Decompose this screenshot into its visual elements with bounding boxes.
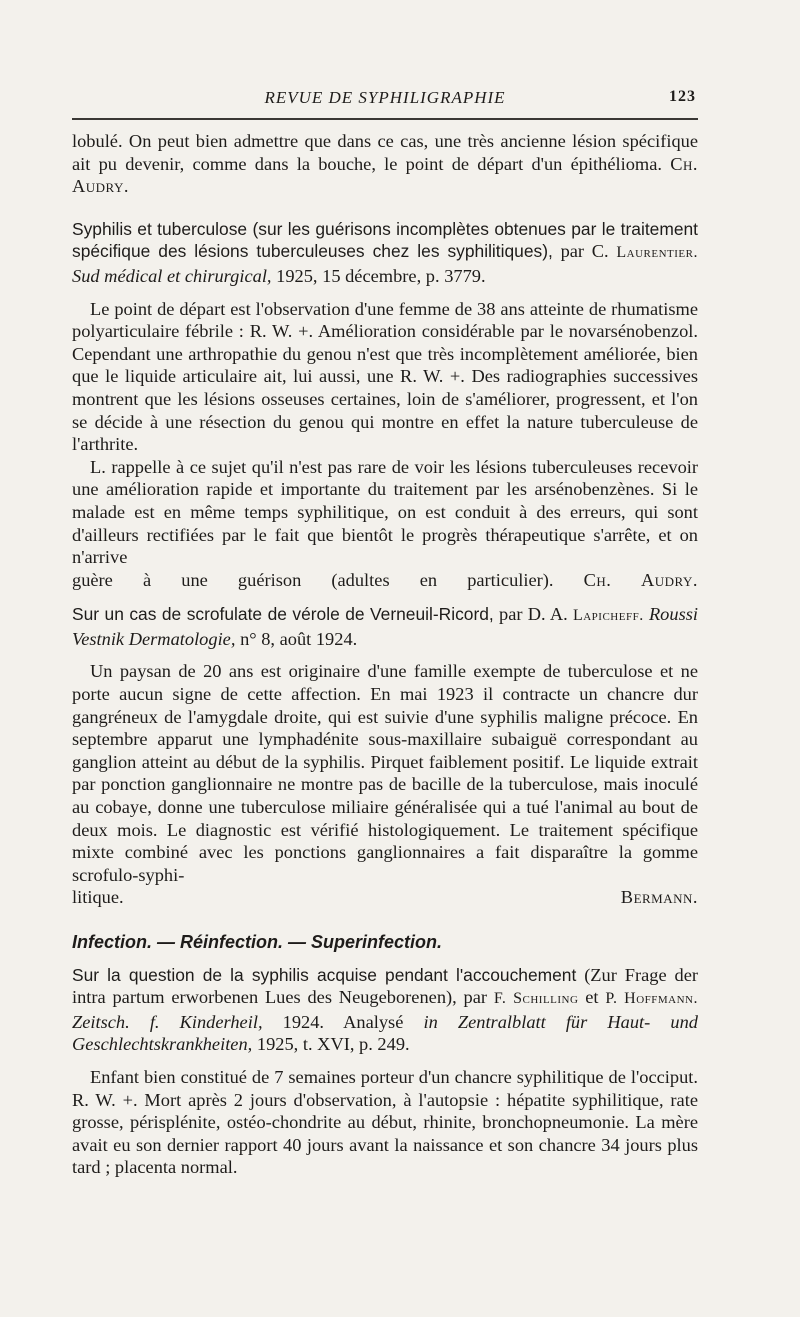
article-author: P. Hoffmann. (605, 990, 698, 1008)
article-continuation (72, 130, 698, 198)
article-author: F. Schilling (493, 990, 579, 1008)
review-journal: Zentralblatt für Haut- und Geschlechtskrankheiten, (72, 1011, 698, 1055)
article-closing-line (72, 569, 698, 592)
article-author: Laurentier. (616, 244, 698, 262)
running-head (72, 86, 698, 114)
closing-text: guère à une guérison (adultes en particulier). (72, 569, 554, 590)
article-paragraph: L. rappelle à ce sujet qu'il n'est pas rare de voir les lésions tuberculeuses recevoir une amélioration rapide et importante du traitement par les arsénobenzènes. Si le malade est en même temps syphilitique, on est conduit à des erreurs, qui sont d'ailleurs rectifiées par le fait que bientôt le progrès thérapeutique s'arrête, et on n'arrive (72, 456, 698, 568)
article-heading (72, 218, 698, 288)
article-journal: Zeitsch. f. Kinderheil, (72, 1011, 263, 1032)
article-and: et (585, 987, 599, 1008)
article-heading (72, 603, 698, 650)
article-closing-line (72, 886, 698, 909)
author-signature: Ch. Audry. (583, 569, 698, 590)
article-year: 1924. Analysé (282, 1011, 404, 1032)
article-journal: Sud médical et chirurgical, (72, 265, 272, 286)
page-body (72, 130, 698, 1179)
author-signature: Ch. Audry. (72, 153, 698, 197)
continuation-text: lobulé. On peut bien admettre que dans ce cas, une très ancienne lésion spécifique ait pu devenir, comme dans la bouche, le point de départ d'un épithélioma. (72, 131, 698, 174)
article-heading (72, 964, 698, 1056)
article-by: par C. (560, 241, 609, 262)
article-paragraph: Le point de départ est l'observation d'une femme de 38 ans atteinte de rhumatisme polyarticulaire fébrile : R. W. +. Amélioration considérable par le novarsénobenzol. Cependant une arthropathie du genou n'est que très incomplètement améliorée, bien que le liquide articulaire ait, lui aussi, une R. W. +. Des radiographies successives montrent que les lésions osseuses certaines, loin de s'améliorer, progressent, et l'on se décide à une résection du genou qui montre en effet la nature tuberculeuse de l'arthrite. (72, 298, 698, 455)
article-german-title: (Zur Frage der intra partum erworbenen Lues des Neugeborenen), par (72, 964, 698, 1008)
author-signature: Bermann. (620, 887, 698, 908)
article-issue: n° 8, août 1924. (240, 628, 358, 649)
closing-text: litique. (72, 887, 124, 908)
review-reference: 1925, t. XVI, p. 249. (256, 1034, 410, 1055)
article-title: Sur un cas de scrofulate de vérole de Verneuil-Ricord, (72, 604, 494, 625)
article-author: Lapicheff. (572, 607, 644, 625)
article-title: Sur la question de la syphilis acquise pendant l'accouchement (72, 964, 577, 985)
article-by: par D. A. (499, 604, 568, 625)
article-paragraph: Enfant bien constitué de 7 semaines porteur d'un chancre syphilitique de l'occiput. R. W. +. Mort après 2 jours d'observation, à l'autopsie : hépatite syphilitique, rate grosse, périsplénite, ostéo-chondrite au début, rhinite, bronchopneumonie. La mère avait eu son dernier rapport 40 jours avant la naissance et son chancre 34 jours plus tard ; placenta normal. (72, 1066, 698, 1178)
article-in: in (423, 1011, 438, 1032)
article-title: Syphilis et tuberculose (sur les guérisons incomplètes obtenues par le traitement spécifique des lésions tuberculeuses chez les syphilitiques), (72, 218, 698, 262)
article-date: 1925, 15 décembre, (276, 265, 422, 286)
header-rule (72, 118, 698, 120)
article-paragraph: Un paysan de 20 ans est originaire d'une famille exempte de tuberculose et ne porte aucun signe de cette affection. En mai 1923 il contracte un chancre dur gangréneux de l'amygdale droite, qui est suivie d'une syphilis maligne précoce. En septembre apparut une lymphadénite sous-maxillaire subaiguë correspondant au ganglion atteint au début de la syphilis. Pirquet faiblement positif. Le liquide extrait par ponction ganglionnaire ne montre pas de bacille de la tuberculose, mais inoculé au cobaye, donne une tuberculose miliaire généralisée qui a tué l'animal au bout de deux mois. Le diagnostic est vérifié histologiquement. Le traitement spécifique mixte combiné avec les ponctions ganglionnaires a fait disparaître la gomme scrofulo-syphi- (72, 661, 698, 885)
page-number: 123 (669, 88, 696, 105)
section-title: Infection. — Réinfection. — Superinfection. (72, 932, 443, 952)
article-page: p. 3779. (425, 265, 486, 286)
article-journal: Roussi Vestnik Dermatologie, (72, 604, 699, 649)
running-title: REVUE DE SYPHILIGRAPHIE (264, 88, 506, 107)
